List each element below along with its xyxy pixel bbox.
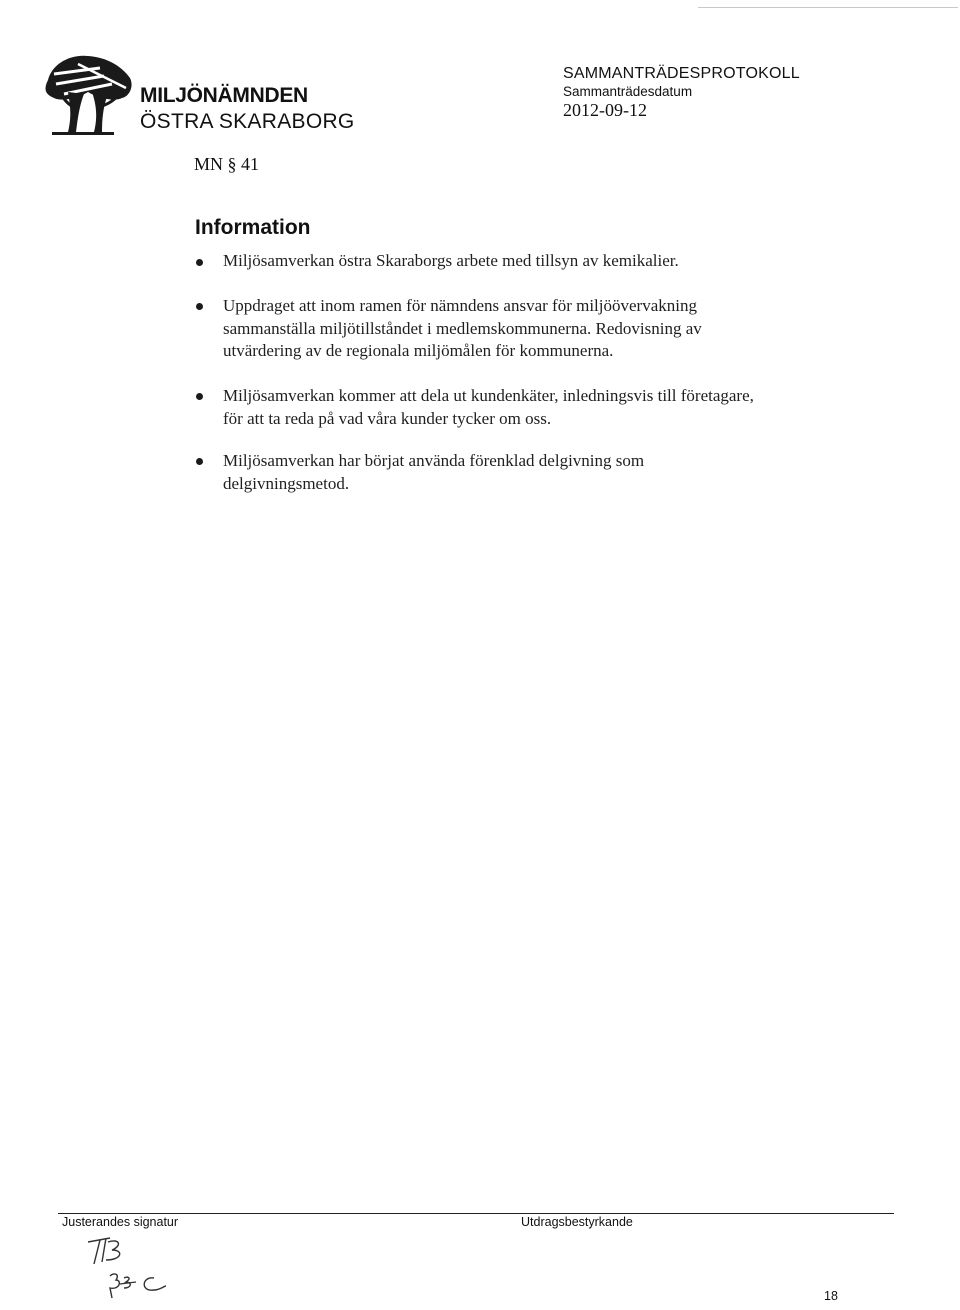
meeting-date-value: 2012-09-12 — [563, 100, 647, 120]
bullet-icon — [196, 259, 203, 266]
list-item-text: Miljösamverkan östra Skaraborgs arbete med tillsyn av kemikalier. — [223, 251, 679, 270]
meeting-date-label: Sammanträdesdatum — [563, 84, 693, 99]
handwritten-signature — [80, 1232, 190, 1302]
signature-label: Justerandes signatur — [62, 1215, 179, 1229]
org-name-line2: ÖSTRA SKARABORG — [140, 110, 355, 133]
bullet-icon — [196, 303, 203, 310]
org-name-line1: MILJÖNÄMNDEN — [140, 84, 308, 107]
extract-certification-label: Utdragsbestyrkande — [521, 1215, 633, 1229]
list-item-text: Miljösamverkan kommer att dela ut kundenkäter, inledningsvis till företagare, för att ta reda på vad våra kunder tycker om oss. — [223, 386, 754, 428]
footer-rule — [58, 1213, 894, 1214]
page-number: 18 — [824, 1289, 838, 1303]
bullet-icon — [196, 393, 203, 400]
section-heading: Information — [195, 216, 311, 239]
scan-edge-line — [698, 7, 958, 8]
tree-logo-icon — [38, 48, 136, 138]
bullet-icon — [196, 458, 203, 465]
paragraph-reference: MN § 41 — [194, 154, 260, 174]
list-item-text: Uppdraget att inom ramen för nämndens ansvar för miljöövervakning sammanställa miljötillståndet i medlemskommunerna. Redovisning av utvärdering av de regionala miljömålen för kommunerna. — [223, 296, 702, 360]
list-item-text: Miljösamverkan har börjat använda förenklad delgivning som delgivningsmetod. — [223, 451, 645, 493]
document-type: SAMMANTRÄDESPROTOKOLL — [563, 65, 800, 82]
